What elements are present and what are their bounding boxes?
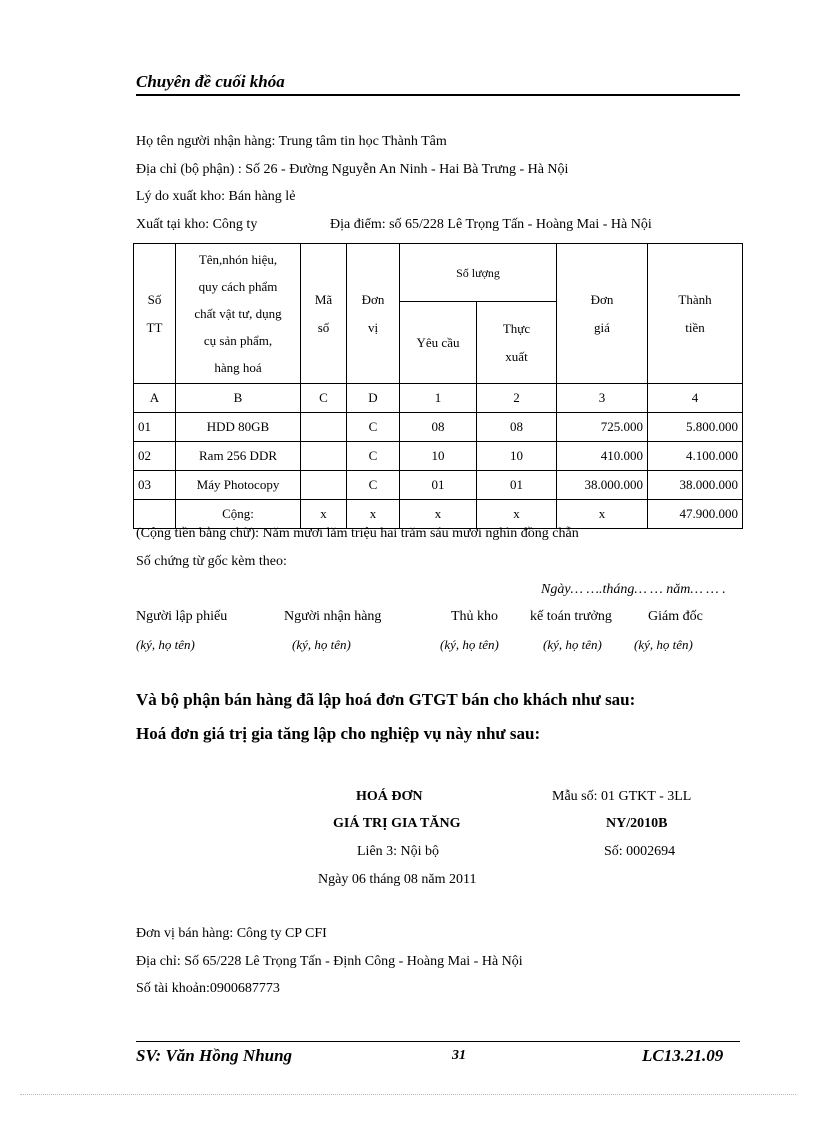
header-actual-line2: xuất xyxy=(505,348,528,364)
signature-title: Thủ kho xyxy=(451,609,499,624)
header-name-line4: cụ sản phẩm, xyxy=(203,333,273,348)
header-name-line1: Tên,nhón hiệu, xyxy=(198,252,278,267)
signature-title: kế toán trưởng xyxy=(530,609,612,624)
signature-note: (ký, họ tên) xyxy=(440,637,499,652)
table-row xyxy=(134,471,743,500)
total-price: x xyxy=(557,500,648,529)
cell-stt: 03 xyxy=(134,471,176,500)
signature-title: Người nhận hàng xyxy=(284,609,382,624)
total-row xyxy=(134,500,743,529)
location-line: Địa điểm: số 65/228 Lê Trọng Tấn - Hoàng Mai - Hà Nội xyxy=(330,217,652,232)
cell-name: Ram 256 DDR xyxy=(176,442,301,471)
header-title: Chuyên đề cuối khóa xyxy=(136,72,285,91)
header-stt-line1: Số xyxy=(147,291,162,307)
reason-line: Lý do xuất kho: Bán hàng lẻ xyxy=(136,189,296,204)
paragraph-invoice: Hoá đơn giá trị gia tăng lập cho nghiệp vụ này như sau: xyxy=(136,724,541,743)
index-cell: 1 xyxy=(400,384,477,413)
index-cell: A xyxy=(134,384,176,413)
attached-docs: Số chứng từ gốc kèm theo: xyxy=(136,554,287,569)
cell-name: HDD 80GB xyxy=(176,413,301,442)
header-unit-line1: Đơn xyxy=(361,291,385,307)
receiver-line: Họ tên người nhận hàng: Trung tâm tin học Thành Tâm xyxy=(136,134,447,149)
table-row xyxy=(134,413,743,442)
cell-actual: 08 xyxy=(477,413,557,442)
cell-code xyxy=(301,471,347,500)
page-number: 31 xyxy=(452,1048,466,1063)
signature-title: Giám đốc xyxy=(648,609,703,624)
goods-table xyxy=(133,243,743,529)
cell-stt: 01 xyxy=(134,413,176,442)
index-cell: B xyxy=(176,384,301,413)
table-row xyxy=(134,442,743,471)
header-stt-line2: TT xyxy=(146,319,163,335)
cell-actual: 01 xyxy=(477,471,557,500)
header-name-line2: quy cách phẩm xyxy=(198,279,278,294)
total-code: x xyxy=(301,500,347,529)
cell-actual: 10 xyxy=(477,442,557,471)
paragraph-sale: Và bộ phận bán hàng đã lập hoá đơn GTGT bán cho khách như sau: xyxy=(136,690,636,709)
header-price-line2: giá xyxy=(594,319,610,335)
header-amount xyxy=(648,244,743,384)
cell-price: 410.000 xyxy=(557,442,648,471)
seller-unit: Đơn vị bán hàng: Công ty CP CFI xyxy=(136,926,327,941)
index-row xyxy=(134,384,743,413)
invoice-series: NY/2010B xyxy=(606,816,668,831)
header-actual xyxy=(477,302,557,384)
signature-title: Người lập phiếu xyxy=(136,609,228,624)
header-price xyxy=(557,244,648,384)
invoice-title: HOÁ ĐƠN xyxy=(356,789,423,804)
cell-amount: 38.000.000 xyxy=(648,471,743,500)
cell-name: Máy Photocopy xyxy=(176,471,301,500)
header-amount-line2: tiền xyxy=(685,319,705,335)
total-actual: x xyxy=(477,500,557,529)
invoice-form: Mẫu số: 01 GTKT - 3LL xyxy=(552,789,692,804)
cell-price: 38.000.000 xyxy=(557,471,648,500)
footer-rule xyxy=(136,1041,740,1042)
cell-price: 725.000 xyxy=(557,413,648,442)
date-line: Ngày… ….tháng… … năm… … . xyxy=(541,582,726,597)
header-price-line1: Đơn xyxy=(590,291,614,307)
header-name-line5: hàng hoá xyxy=(214,360,262,375)
total-requested: x xyxy=(400,500,477,529)
cell-requested: 01 xyxy=(400,471,477,500)
header-code-line1: Mã xyxy=(314,291,333,307)
cell-unit: C xyxy=(347,413,400,442)
address-line: Địa chỉ (bộ phận) : Số 26 - Đường Nguyễn An Ninh - Hai Bà Trưng - Hà Nội xyxy=(136,162,569,177)
invoice-subtitle: GIÁ TRỊ GIA TĂNG xyxy=(333,816,461,831)
seller-account: Số tài khoản:0900687773 xyxy=(136,981,280,996)
invoice-copy: Liên 3: Nội bộ xyxy=(357,844,440,859)
header-unit xyxy=(347,244,400,384)
footer-student: SV: Văn Hồng Nhung xyxy=(136,1046,293,1065)
signature-note: (ký, họ tên) xyxy=(634,637,693,652)
cell-amount: 4.100.000 xyxy=(648,442,743,471)
total-unit: x xyxy=(347,500,400,529)
cell-stt: 02 xyxy=(134,442,176,471)
header-code-line2: số xyxy=(317,319,330,335)
cell-stt xyxy=(134,500,176,529)
footer-code: LC13.21.09 xyxy=(642,1046,724,1065)
header-unit-line2: vị xyxy=(367,319,379,335)
signature-note: (ký, họ tên) xyxy=(292,637,351,652)
header-name xyxy=(176,244,301,384)
header-code xyxy=(301,244,347,384)
index-cell: 4 xyxy=(648,384,743,413)
signature-note: (ký, họ tên) xyxy=(136,637,195,652)
index-cell: D xyxy=(347,384,400,413)
cell-unit: C xyxy=(347,442,400,471)
header-quantity: Số lượng xyxy=(400,244,557,302)
header-requested: Yêu cầu xyxy=(400,302,477,384)
amount-in-words: (Cộng tiền bằng chữ): Năm mươi lăm triệu hai trăm sáu mươi nghìn đồng chẵn xyxy=(136,526,579,541)
total-label: Cộng: xyxy=(176,500,301,529)
header-rule xyxy=(136,94,740,96)
cell-unit: C xyxy=(347,471,400,500)
page-bottom-divider xyxy=(20,1094,796,1095)
header-stt xyxy=(134,244,176,384)
index-cell: 3 xyxy=(557,384,648,413)
invoice-date: Ngày 06 tháng 08 năm 2011 xyxy=(318,872,477,887)
total-amount: 47.900.000 xyxy=(648,500,743,529)
cell-requested: 08 xyxy=(400,413,477,442)
seller-address: Địa chỉ: Số 65/228 Lê Trọng Tấn - Định Công - Hoàng Mai - Hà Nội xyxy=(136,954,523,969)
cell-code xyxy=(301,413,347,442)
header-amount-line1: Thành xyxy=(678,291,712,307)
cell-requested: 10 xyxy=(400,442,477,471)
index-cell: 2 xyxy=(477,384,557,413)
header-actual-line1: Thực xyxy=(502,320,531,336)
index-cell: C xyxy=(301,384,347,413)
cell-code xyxy=(301,442,347,471)
header-name-line3: chất vật tư, dụng xyxy=(194,306,282,321)
invoice-number: Số: 0002694 xyxy=(604,844,676,859)
warehouse-line: Xuất tại kho: Công ty xyxy=(136,217,258,232)
cell-amount: 5.800.000 xyxy=(648,413,743,442)
signature-note: (ký, họ tên) xyxy=(543,637,602,652)
